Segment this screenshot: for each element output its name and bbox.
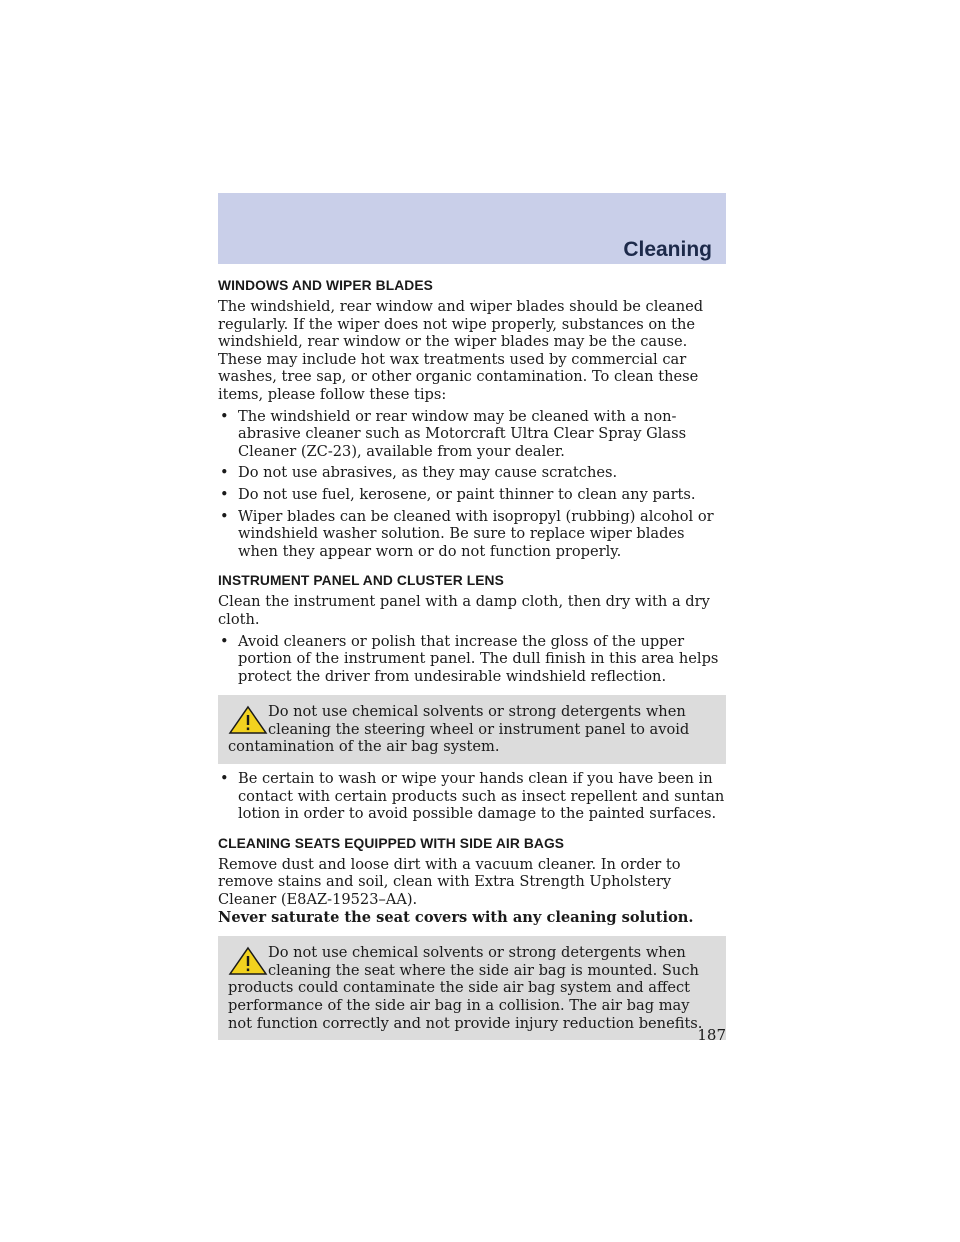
list-item-text: The windshield or rear window may be cleaned with a non-abrasive cleaner such as Motorcraft Ultra Clear Spray Glass Cleaner (ZC-23), available from your dealer.: [238, 407, 687, 460]
windows-tips-list: [218, 408, 726, 561]
page-number: 187: [697, 1026, 726, 1044]
bullet-glyph: •: [220, 407, 229, 425]
list-item: [218, 633, 726, 686]
list-item: [218, 408, 726, 461]
warning-triangle-icon: [228, 946, 268, 976]
seats-bold-note: [218, 909, 726, 927]
list-item: [218, 508, 726, 561]
list-item-text: Wiper blades can be cleaned with isopropyl (rubbing) alcohol or windshield washer solution. Be sure to replace wiper blades when they appear worn or do not function properly.: [238, 507, 714, 560]
bold-note-text: Never saturate the seat covers with any cleaning solution.: [218, 908, 694, 926]
list-item: [218, 770, 726, 823]
list-item: [218, 464, 726, 482]
page-content: [218, 277, 726, 1040]
bullet-glyph: •: [220, 632, 229, 650]
windows-intro: The windshield, rear window and wiper blades should be cleaned regularly. If the wiper does not wipe properly, substances on the windshield, rear window or the wiper blades may be the cause. These may include hot wax treatments used by commercial car washes, tree sap, or other organic contamination. To clean these items, please follow these tips:: [218, 298, 704, 403]
list-item-text: Do not use fuel, kerosene, or paint thinner to clean any parts.: [238, 485, 696, 503]
warning-box-side-air-bag: [218, 936, 726, 1040]
warning-triangle-icon: [228, 705, 268, 735]
bullet-glyph: •: [220, 485, 229, 503]
section-title: Cleaning: [623, 238, 712, 261]
list-item: [218, 486, 726, 504]
list-item-text: Do not use abrasives, as they may cause scratches.: [238, 464, 618, 482]
instrument-tips-list: [218, 633, 726, 686]
list-item-text: Be certain to wash or wipe your hands clean if you have been in contact with certain products such as insect repellent and suntan lotion in order to avoid possible damage to the painted surfaces.: [238, 770, 725, 823]
bullet-glyph: •: [220, 464, 229, 482]
bullet-glyph: •: [220, 507, 229, 525]
bullet-glyph: •: [220, 770, 229, 788]
heading-windows: WINDOWS AND WIPER BLADES: [218, 278, 433, 293]
section-header-band: [218, 193, 726, 264]
seats-intro: Remove dust and loose dirt with a vacuum cleaner. In order to remove stains and soil, clean with Extra Strength Upholstery Cleaner (E8AZ-19523–AA).: [218, 855, 681, 909]
warning-text: Do not use chemical solvents or strong detergents when cleaning the seat where the side air bag is mounted. Such products could contaminate the side air bag system and affect performance of the side air bag in a collision. The air bag may not function correctly and not provide injury reduction benefits.: [228, 944, 703, 1032]
list-item-text: Avoid cleaners or polish that increase the gloss of the upper portion of the instrument panel. The dull finish in this area helps protect the driver from undesirable windshield reflection.: [238, 632, 719, 685]
heading-instrument-panel: INSTRUMENT PANEL AND CLUSTER LENS: [218, 573, 504, 589]
instrument-tips-list-continued: [218, 770, 726, 823]
warning-box-air-bag-contamination: [218, 695, 726, 764]
warning-text: Do not use chemical solvents or strong detergents when cleaning the steering wheel or instrument panel to avoid contamination of the air bag system.: [228, 703, 690, 756]
heading-cleaning-seats: CLEANING SEATS EQUIPPED WITH SIDE AIR BAGS: [218, 835, 565, 851]
instrument-intro: Clean the instrument panel with a damp cloth, then dry with a dry cloth.: [218, 593, 710, 628]
